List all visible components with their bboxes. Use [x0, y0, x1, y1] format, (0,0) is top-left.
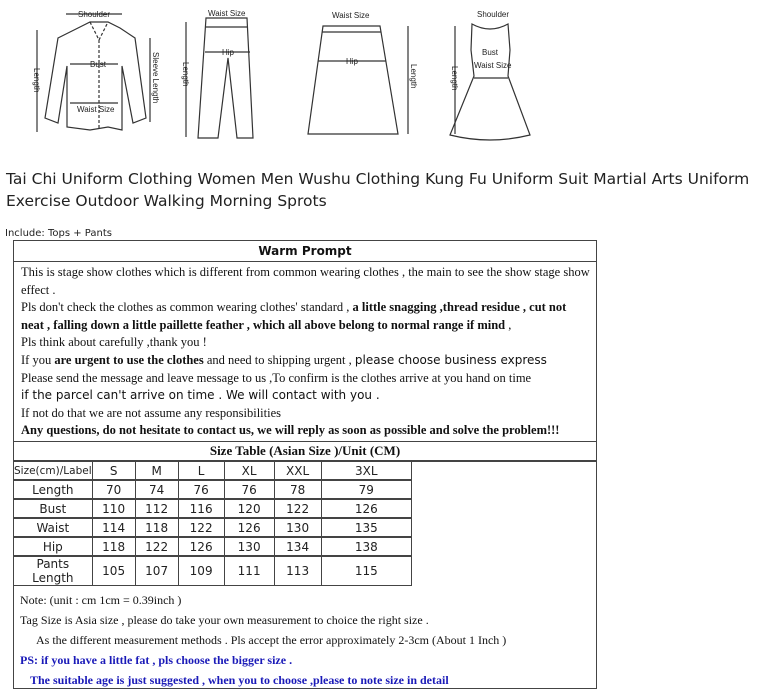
- table-cell: 78: [274, 480, 321, 499]
- table-cell: 120: [224, 499, 274, 518]
- table-cell: 3XL: [321, 462, 411, 480]
- table-cell: Bust: [14, 499, 92, 518]
- table-cell: XL: [224, 462, 274, 480]
- svg-text:Shoulder: Shoulder: [78, 10, 111, 19]
- table-header-row: [14, 462, 412, 480]
- size-table: [14, 462, 412, 586]
- table-cell: 126: [224, 518, 274, 537]
- table-cell: 122: [274, 499, 321, 518]
- note-line: As the different measurement methods . Pls accept the error approximately 2-3cm (About 1 Inch ): [36, 633, 507, 647]
- prompt-line: Pls don't check the clothes as common wearing clothes' standard , a little snagging ,thread residue , cut not neat , falling down a little paillette feather , which all above belong to normal range if mind ,: [21, 300, 567, 332]
- prompt-line: if the parcel can't arrive on time . We will contact with you .: [21, 388, 380, 403]
- notes: [14, 586, 596, 694]
- pants-diagram: [181, 9, 253, 138]
- table-cell: 130: [224, 537, 274, 556]
- note-line: The suitable age is just suggested , when you to choose ,please to note size in detail: [30, 673, 449, 687]
- skirt-diagram: [308, 11, 418, 134]
- svg-text:Length: Length: [181, 62, 190, 87]
- table-cell: 134: [274, 537, 321, 556]
- table-row: [14, 518, 412, 537]
- table-cell: 74: [135, 480, 178, 499]
- table-cell: 107: [135, 556, 178, 586]
- size-diagram: [0, 0, 781, 150]
- svg-text:Waist Size: Waist Size: [208, 9, 246, 18]
- table-cell: S: [92, 462, 135, 480]
- table-cell: 126: [178, 537, 224, 556]
- table-cell: 110: [92, 499, 135, 518]
- prompt-line: Pls think about carefully ,thank you !: [21, 335, 207, 350]
- table-cell: Hip: [14, 537, 92, 556]
- table-cell: 118: [92, 537, 135, 556]
- table-row: [14, 499, 412, 518]
- table-cell: 109: [178, 556, 224, 586]
- table-cell: 116: [178, 499, 224, 518]
- svg-text:Shoulder: Shoulder: [477, 10, 510, 19]
- table-cell: 138: [321, 537, 411, 556]
- svg-text:Hip: Hip: [222, 48, 235, 57]
- prompt-line: This is stage show clothes which is different from common wearing clothes , the main to see the show stage show effect .: [21, 265, 590, 297]
- dress-diagram: [450, 10, 530, 140]
- table-cell: 113: [274, 556, 321, 586]
- table-cell: 122: [135, 537, 178, 556]
- product-title: Tai Chi Uniform Clothing Women Men Wushu Clothing Kung Fu Uniform Suit Martial Arts Uniform Exercise Outdoor Walking Morning Sprots: [6, 170, 750, 210]
- table-cell: 111: [224, 556, 274, 586]
- svg-text:Bust: Bust: [90, 60, 107, 69]
- table-cell: 105: [92, 556, 135, 586]
- table-cell: 118: [135, 518, 178, 537]
- table-cell: 135: [321, 518, 411, 537]
- table-cell: 122: [178, 518, 224, 537]
- note-line: PS: if you have a little fat , pls choose the bigger size .: [20, 653, 293, 667]
- svg-text:Waist Size: Waist Size: [77, 105, 115, 114]
- note-line: Tag Size is Asia size , please do take your own measurement to choice the right size .: [20, 613, 429, 627]
- warm-prompt-header: Warm Prompt: [14, 241, 596, 262]
- table-cell: 112: [135, 499, 178, 518]
- include-text: Include: Tops + Pants: [5, 228, 112, 239]
- prompt-line: If not do that we are not assume any responsibilities: [21, 405, 282, 420]
- table-cell: 115: [321, 556, 411, 586]
- table-cell: Pants Length: [14, 556, 92, 586]
- prompt-line: If you are urgent to use the clothes and need to shipping urgent , please choose business express: [21, 352, 547, 367]
- prompt-line: Any questions, do not hesitate to contact us, we will reply as soon as possible and solve the problem!!!: [21, 423, 560, 438]
- svg-text:Length: Length: [450, 66, 459, 91]
- table-cell: 76: [178, 480, 224, 499]
- svg-text:Length: Length: [32, 68, 41, 93]
- table-cell: Length: [14, 480, 92, 499]
- shirt-diagram: [32, 10, 160, 132]
- table-cell: 70: [92, 480, 135, 499]
- table-cell: L: [178, 462, 224, 480]
- note-line: Note: (unit : cm 1cm = 0.39inch ): [20, 593, 182, 607]
- table-cell: XXL: [274, 462, 321, 480]
- table-cell: 114: [92, 518, 135, 537]
- warm-prompt: [14, 241, 596, 442]
- table-cell: 79: [321, 480, 411, 499]
- svg-text:Waist Size: Waist Size: [332, 11, 370, 20]
- info-box: [13, 240, 597, 689]
- table-cell: 76: [224, 480, 274, 499]
- table-cell: 130: [274, 518, 321, 537]
- svg-text:Bust: Bust: [482, 48, 499, 57]
- table-cell: M: [135, 462, 178, 480]
- table-cell: 126: [321, 499, 411, 518]
- svg-text:Hip: Hip: [346, 57, 359, 66]
- svg-text:Waist Size: Waist Size: [474, 61, 512, 70]
- table-row: [14, 480, 412, 499]
- svg-text:Length: Length: [409, 64, 418, 89]
- size-table-header: Size Table (Asian Size )/Unit (CM): [14, 442, 596, 462]
- table-cell: Size(cm)/Label: [14, 462, 92, 480]
- table-row: [14, 556, 412, 586]
- table-row: [14, 537, 412, 556]
- svg-text:Sleeve Length: Sleeve Length: [151, 52, 160, 104]
- table-cell: Waist: [14, 518, 92, 537]
- prompt-line: Please send the message and leave message to us ,To confirm is the clothes arrive at you hand on time: [21, 370, 532, 385]
- warm-prompt-text: [14, 262, 596, 442]
